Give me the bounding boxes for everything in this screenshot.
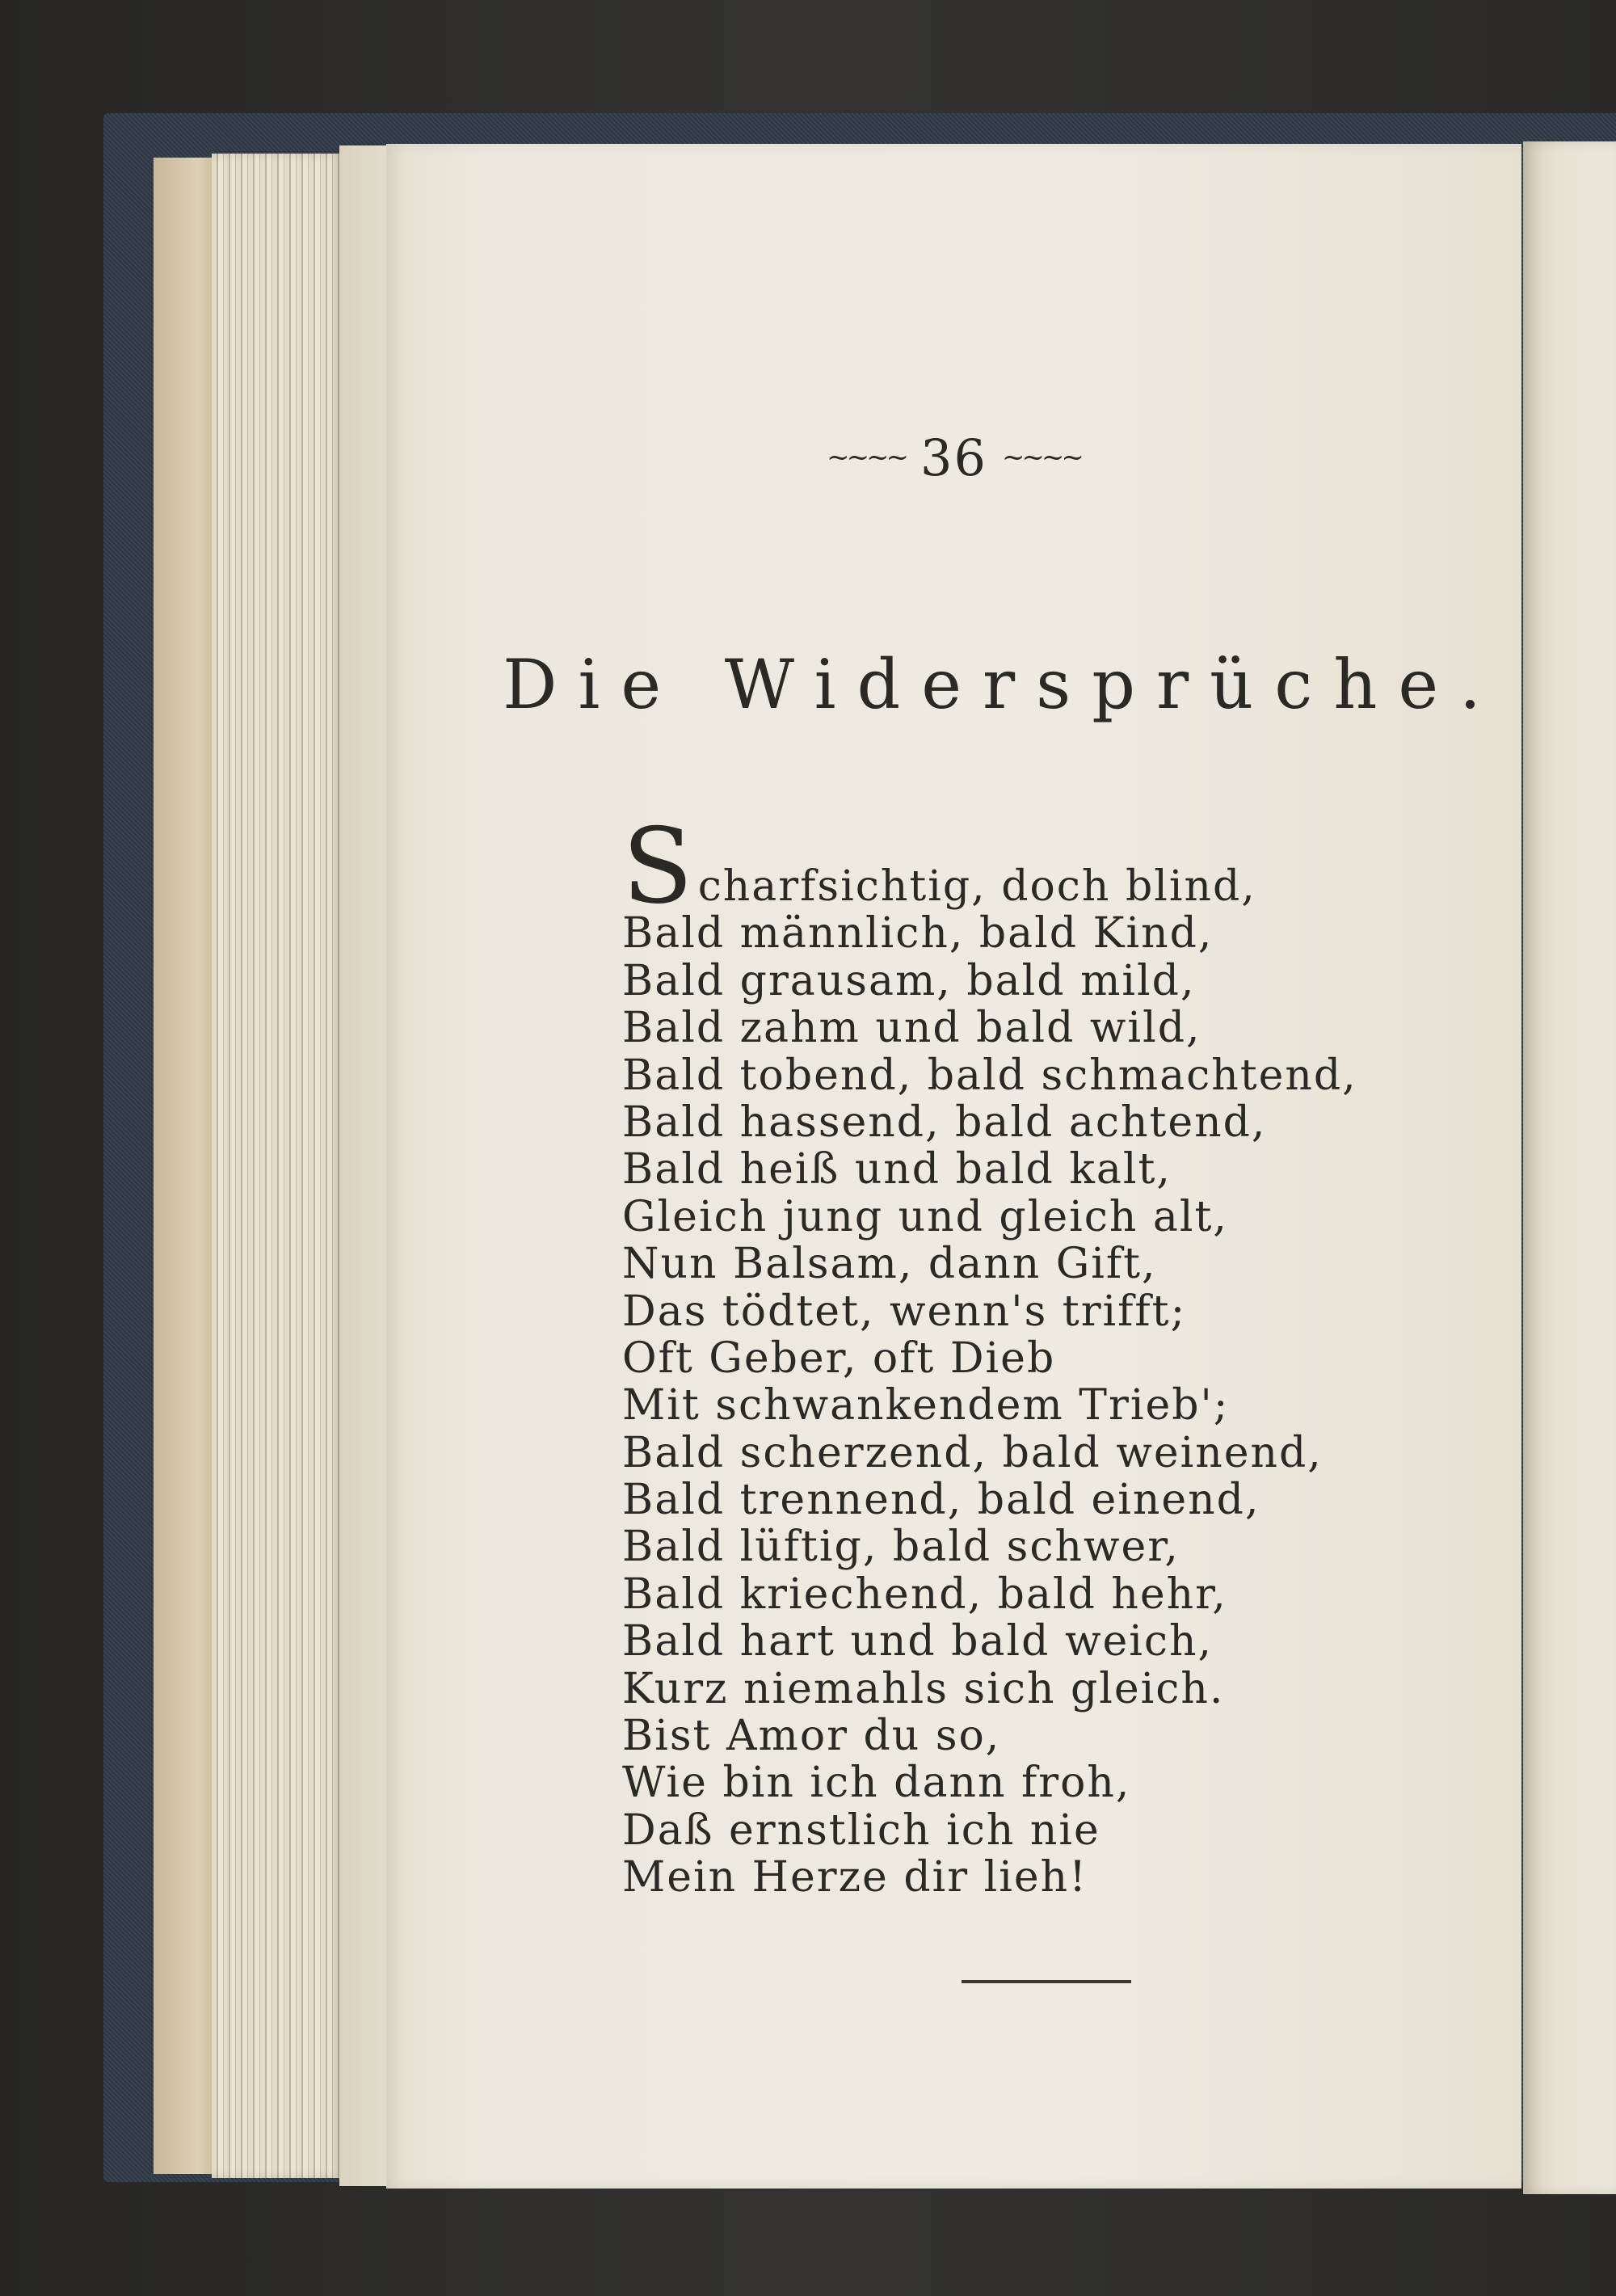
poem-line: Bist Amor du so, (622, 1712, 1001, 1761)
ornament-left: ~~~~ (827, 440, 907, 474)
drop-cap: S (622, 807, 695, 927)
poem-line-1 (622, 807, 1495, 927)
page-header (386, 428, 1521, 487)
poem-line: Mein Herze dir lieh! (622, 1853, 1088, 1902)
closing-rule (962, 1980, 1131, 1983)
poem-line: Daß ernstlich ich nie (622, 1805, 1100, 1855)
poem-line: Bald hart und bald weich, (622, 1617, 1214, 1666)
poem-line-text: charfsichtig, doch blind, (697, 862, 1256, 911)
page-number: 36 (920, 428, 987, 487)
poem-line: Nun Balsam, dann Gift, (622, 1240, 1157, 1289)
poem-line: Mit schwankendem Trieb'; (622, 1381, 1230, 1430)
book-page (386, 144, 1521, 2189)
page-edges (212, 154, 341, 2178)
poem-line: Gleich jung und gleich alt, (622, 1192, 1228, 1241)
poem-line: Bald trennend, bald einend, (622, 1476, 1260, 1525)
poem-line: Bald heiß und bald kalt, (622, 1145, 1172, 1194)
poem-line: Das tödtet, wenn's trifft; (622, 1287, 1187, 1336)
facing-page-edge (1523, 141, 1616, 2194)
poem-line: Oft Geber, oft Dieb (622, 1333, 1056, 1383)
poem-line: Bald tobend, bald schmachtend, (622, 1051, 1357, 1100)
poem-line: Bald zahm und bald wild, (622, 1004, 1201, 1053)
poem-line: Bald grausam, bald mild, (622, 956, 1196, 1005)
poem-line: Kurz niemahls sich gleich. (622, 1664, 1225, 1713)
poem-line: Bald lüftig, bald schwer, (622, 1523, 1180, 1572)
poem-line: Bald männlich, bald Kind, (622, 909, 1214, 958)
poem-body (622, 807, 1495, 1902)
poem-line: Bald hassend, bald achtend, (622, 1097, 1267, 1147)
page-content (386, 144, 1521, 2189)
poem-line: Wie bin ich dann froh, (622, 1759, 1131, 1808)
poem-line: Bald kriechend, bald hehr, (622, 1569, 1227, 1619)
poem-line: Bald scherzend, bald weinend, (622, 1428, 1323, 1477)
poem-title: Die Widersprüche. (503, 645, 1502, 724)
ornament-right: ~~~~ (1001, 440, 1081, 474)
inner-board (154, 158, 218, 2174)
